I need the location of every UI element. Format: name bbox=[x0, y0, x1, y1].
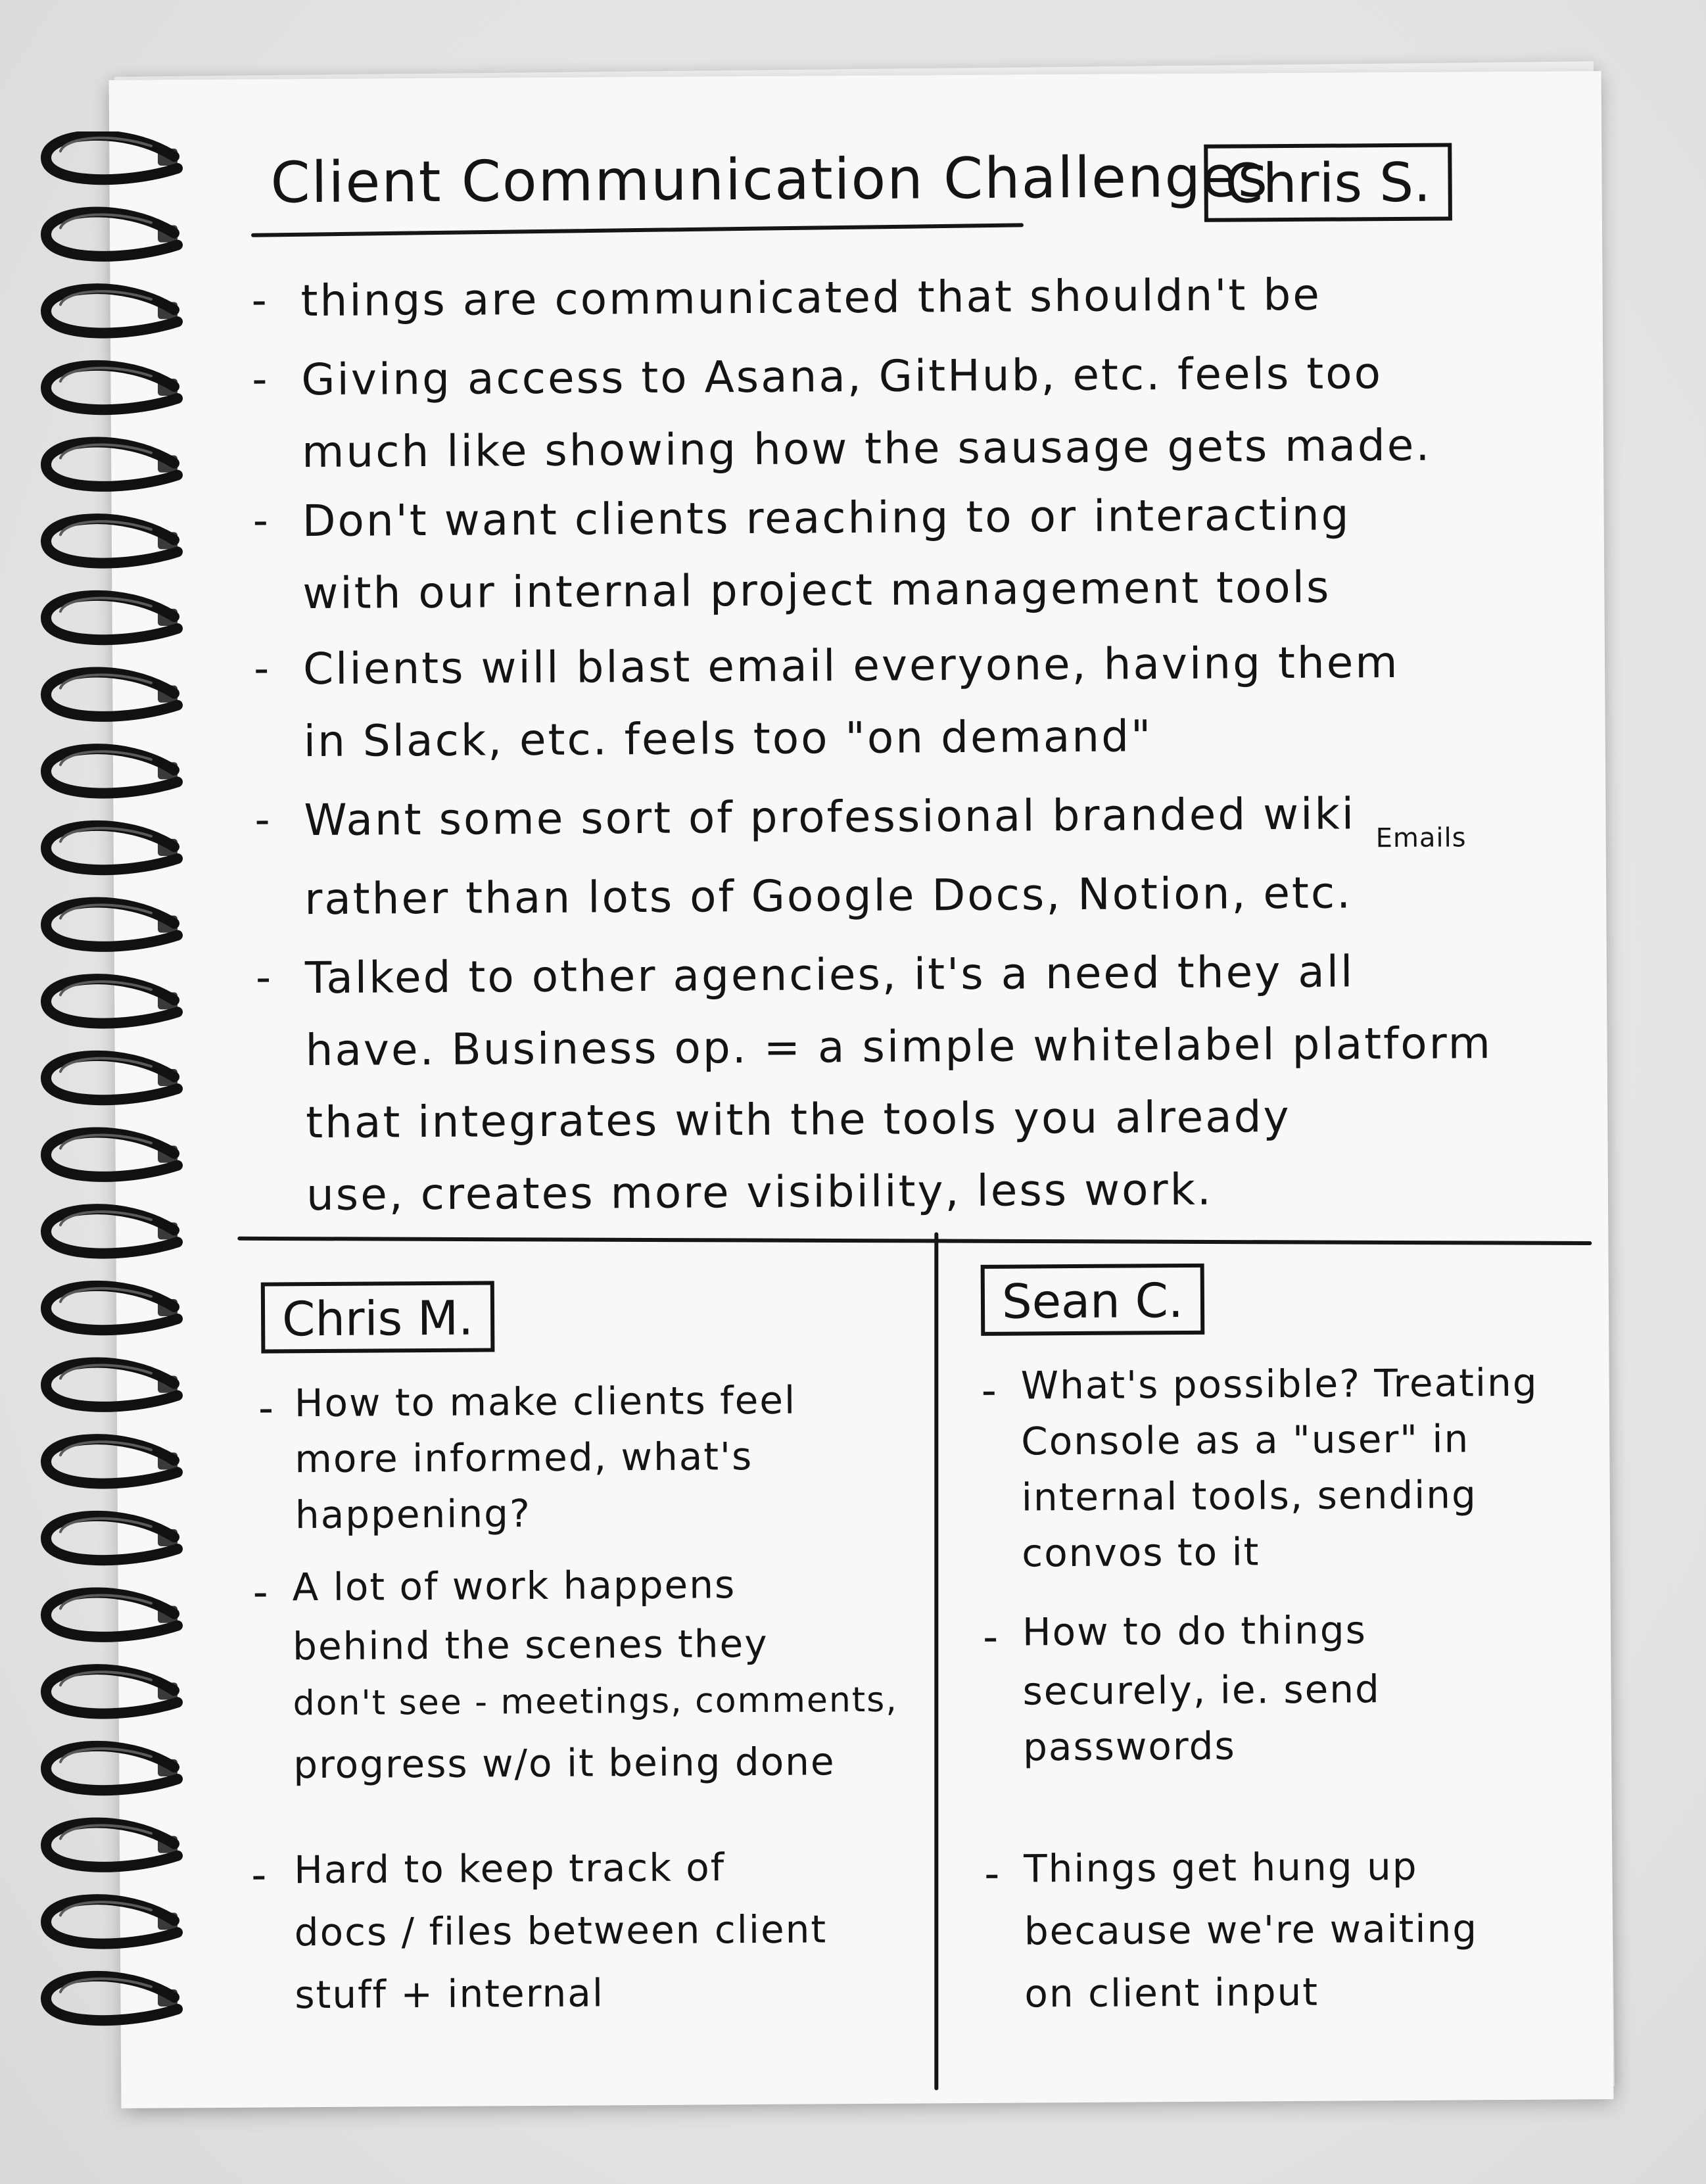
main-note-line: use, creates more visibility, less work. bbox=[306, 1164, 1214, 1221]
page-title: Client Communication Challenges bbox=[270, 144, 1269, 216]
left-note-line: docs / files between client bbox=[294, 1907, 828, 1955]
author-box-left: Chris M. bbox=[261, 1281, 495, 1353]
bullet-dash: - bbox=[251, 276, 267, 325]
main-note-line: rather than lots of Google Docs, Notion, etc. bbox=[304, 867, 1353, 925]
left-note-line: more informed, what's bbox=[295, 1434, 753, 1482]
bullet-dash: - bbox=[252, 496, 269, 546]
main-note-line: Talked to other agencies, it's a need they all bbox=[304, 946, 1355, 1004]
main-note-line: Giving access to Asana, GitHub, etc. feels too bbox=[301, 348, 1383, 406]
bullet-dash: - bbox=[252, 355, 268, 404]
left-note-line: don't see - meetings, comments, bbox=[293, 1680, 899, 1724]
main-note-line: in Slack, etc. feels too "on demand" bbox=[303, 711, 1153, 767]
right-note-line: internal tools, sending bbox=[1021, 1472, 1478, 1520]
notebook-page bbox=[109, 71, 1614, 2108]
horizontal-divider bbox=[237, 1237, 1592, 1245]
right-note-line: on client input bbox=[1024, 1969, 1319, 2016]
right-note-line: How to do things bbox=[1022, 1607, 1367, 1655]
left-note-line: Hard to keep track of bbox=[294, 1845, 726, 1893]
bullet-dash: - bbox=[258, 1384, 274, 1433]
left-note-line: stuff + internal bbox=[295, 1970, 605, 2018]
left-note-line: progress w/o it being done bbox=[293, 1739, 836, 1788]
left-note-line: How to make clients feel bbox=[294, 1377, 797, 1426]
bullet-dash: - bbox=[984, 1849, 1000, 1899]
vertical-divider bbox=[934, 1232, 938, 2090]
main-note-line: things are communicated that shouldn't be bbox=[300, 269, 1322, 327]
spiral-binding bbox=[26, 131, 197, 2051]
right-note-line: Console as a "user" in bbox=[1021, 1416, 1470, 1464]
bullet-dash: - bbox=[251, 1851, 267, 1900]
bullet-dash: - bbox=[981, 1366, 997, 1415]
bullet-dash: - bbox=[253, 644, 270, 694]
right-note-line: because we're waiting bbox=[1024, 1906, 1479, 1954]
author-box-right: Sean C. bbox=[981, 1264, 1204, 1336]
right-note-line: passwords bbox=[1022, 1723, 1236, 1770]
bullet-dash: - bbox=[252, 1568, 268, 1617]
left-note-line: happening? bbox=[295, 1491, 531, 1538]
author-box-main: Chris S. bbox=[1204, 143, 1452, 222]
left-note-line: behind the scenes they bbox=[292, 1621, 769, 1669]
main-note-line: that integrates with the tools you already bbox=[306, 1091, 1291, 1149]
bullet-dash: - bbox=[255, 953, 272, 1003]
main-note-line: Clients will blast email everyone, having them bbox=[302, 636, 1400, 695]
bullet-dash: - bbox=[254, 795, 270, 845]
main-note-line: with our internal project management tools bbox=[302, 561, 1331, 619]
main-note-line: have. Business op. = a simple whitelabel platform bbox=[305, 1018, 1493, 1076]
left-note-line: A lot of work happens bbox=[292, 1562, 736, 1610]
main-note-line: Want some sort of professional branded wiki bbox=[304, 788, 1356, 846]
main-note-line: Don't want clients reaching to or interacting bbox=[302, 489, 1351, 547]
right-note-line: Things get hung up bbox=[1024, 1843, 1418, 1891]
main-note-line: much like showing how the sausage gets made. bbox=[301, 419, 1432, 478]
right-note-line: What's possible? Treating bbox=[1020, 1360, 1538, 1408]
right-note-line: securely, ie. send bbox=[1022, 1667, 1381, 1714]
margin-annotation: Emails bbox=[1375, 822, 1467, 854]
right-note-line: convos to it bbox=[1022, 1529, 1260, 1576]
bullet-dash: - bbox=[982, 1613, 999, 1662]
title-underline bbox=[251, 223, 1024, 237]
